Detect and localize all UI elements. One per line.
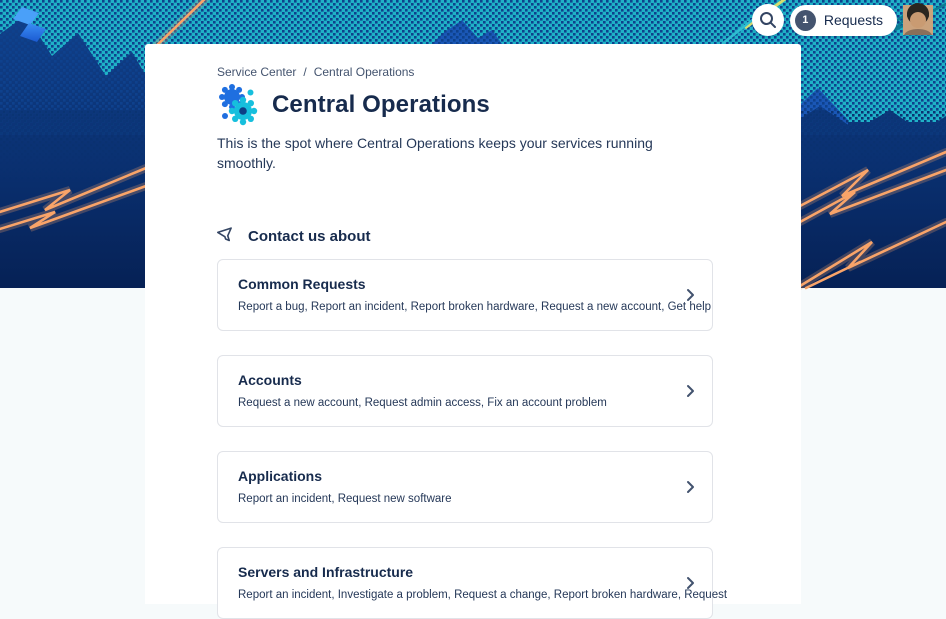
search-icon: [759, 11, 777, 29]
breadcrumb-central-operations[interactable]: Central Operations: [313, 65, 415, 79]
chevron-right-icon: [682, 287, 698, 303]
chevron-right-icon: [682, 383, 698, 399]
topbar: [752, 4, 933, 36]
category-card-list: [217, 259, 728, 619]
chevron-right-icon: [682, 479, 698, 495]
user-avatar[interactable]: [903, 5, 933, 35]
portal-header: [217, 84, 713, 126]
card-title: Accounts: [238, 372, 302, 388]
card-description: Report a bug, Report an incident, Report broken hardware, Request a new account, Get help: [238, 301, 712, 313]
page-title: Central Operations: [272, 91, 490, 118]
card-title: Applications: [238, 468, 323, 484]
chevron-right-icon: [682, 575, 698, 591]
category-card-servers-infrastructure[interactable]: [217, 547, 728, 619]
breadcrumb-service-center[interactable]: Service Center: [217, 65, 297, 79]
breadcrumb: [217, 65, 713, 79]
card-description: Report an incident, Request new software: [238, 493, 452, 505]
card-description: Request a new account, Request admin access, Fix an account problem: [238, 397, 607, 409]
funnel-icon: [217, 227, 236, 245]
category-card-applications[interactable]: [217, 451, 713, 523]
section-title: Contact us about: [248, 227, 371, 245]
requests-button[interactable]: [790, 5, 897, 36]
avatar-photo-icon: [903, 5, 933, 35]
requests-label: Requests: [823, 12, 883, 28]
page-subtitle: This is the spot where Central Operations keeps your services running smoothly.: [217, 135, 653, 171]
breadcrumb-separator: /: [303, 65, 307, 79]
card-title: Common Requests: [238, 276, 366, 292]
contact-section-heading: [217, 227, 713, 245]
main-panel: [145, 44, 801, 604]
card-description: Report an incident, Investigate a problem, Request a change, Report broken hardware, Request: [238, 589, 728, 601]
category-card-accounts[interactable]: [217, 355, 713, 427]
card-title: Servers and Infrastructure: [238, 564, 414, 580]
requests-badge: 1: [795, 10, 816, 31]
gears-icon: [217, 84, 259, 126]
category-card-common-requests[interactable]: [217, 259, 713, 331]
search-button[interactable]: [752, 4, 784, 36]
